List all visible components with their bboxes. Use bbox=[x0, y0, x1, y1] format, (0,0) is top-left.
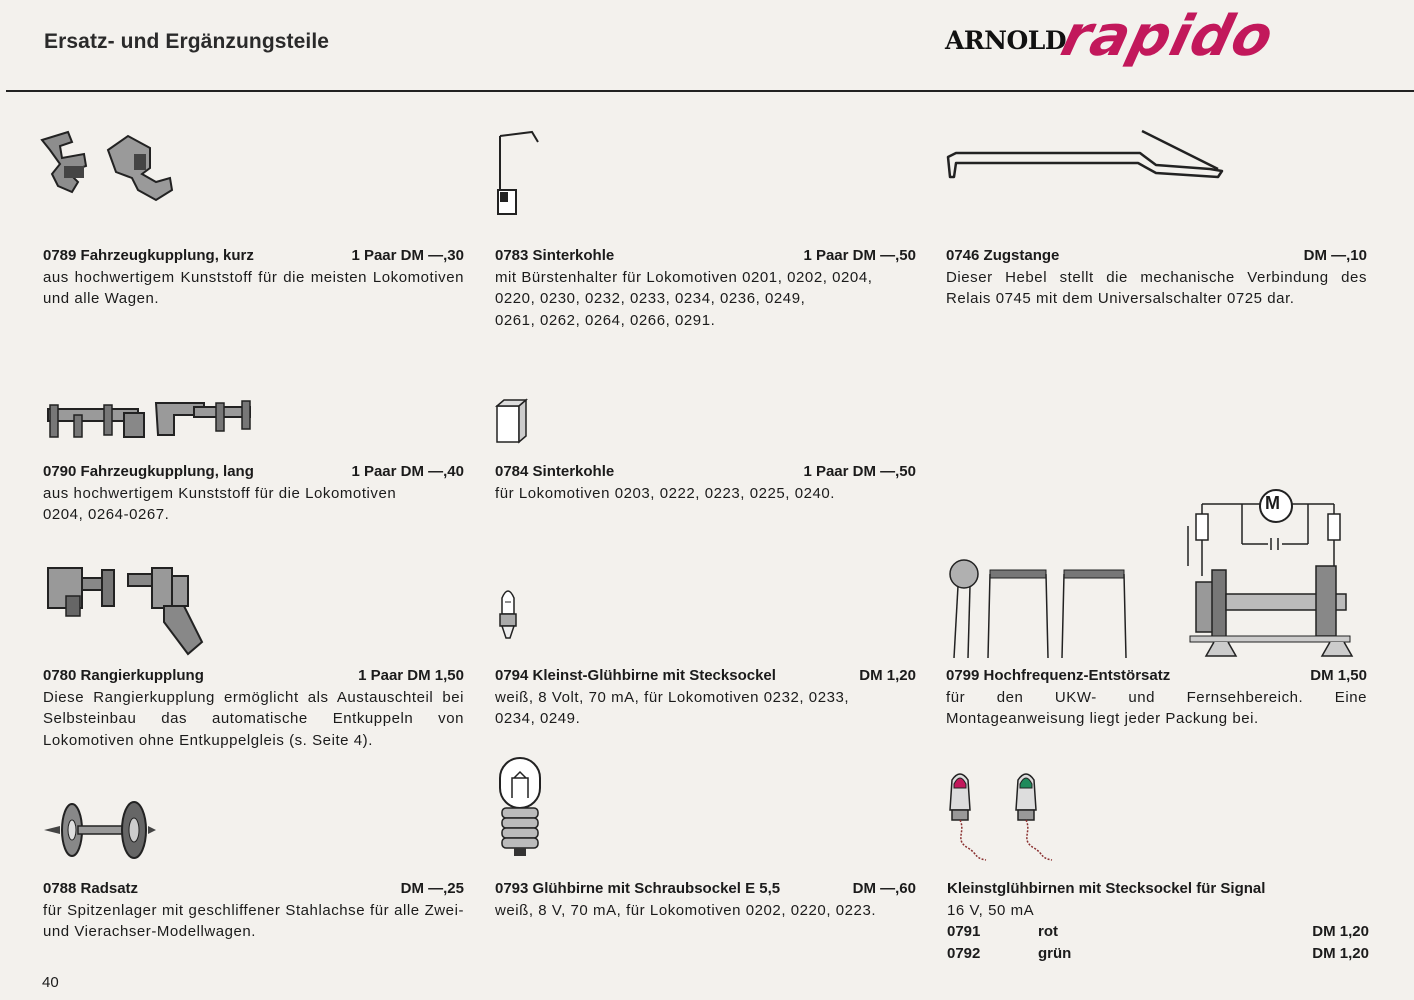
brand-logo-arnold: ARNOLD bbox=[945, 26, 1067, 55]
signal-color: grün bbox=[1038, 944, 1072, 962]
signal-price: DM 1,20 bbox=[1312, 923, 1369, 940]
shunting-coupler-image bbox=[44, 560, 209, 660]
carbon-brush-holder-image bbox=[492, 128, 542, 220]
item-title: 0788 Radsatz bbox=[43, 880, 139, 897]
item-0793 bbox=[495, 878, 916, 921]
item-title: 0794 Kleinst-Glühbirne mit Stecksockel bbox=[495, 667, 776, 684]
item-0790 bbox=[43, 461, 464, 526]
motor-symbol-label: M bbox=[1265, 493, 1280, 513]
item-title: 0793 Glühbirne mit Schraubsockel E 5,5 bbox=[495, 880, 781, 897]
item-description: Diese Rangierkupplung ermöglicht als Austauschteil bei Selbsteinbau das automatische Entkuppeln von Lokomotiven ohne Entkuppelgleis (s. Seite 4). bbox=[43, 688, 464, 749]
carbon-brush-image bbox=[494, 398, 530, 446]
item-price: 1 Paar DM —,50 bbox=[803, 463, 916, 480]
item-description: für Spitzenlager mit geschliffener Stahlachse für alle Zwei- und Vierachser-Modellwagen. bbox=[43, 901, 464, 940]
item-description-line: 0234, 0249. bbox=[495, 710, 581, 727]
item-0789 bbox=[43, 245, 464, 310]
item-description-line: weiß, 8 Volt, 70 mA, für Lokomotiven 0232, 0233, bbox=[495, 688, 850, 706]
item-description: für Lokomotiven 0203, 0222, 0223, 0225, 0240. bbox=[495, 484, 835, 502]
signal-code: 0791 bbox=[947, 923, 981, 940]
item-price: DM —,10 bbox=[1303, 247, 1367, 264]
item-title: 0789 Fahrzeugkupplung, kurz bbox=[43, 247, 254, 264]
item-spec: 16 V, 50 mA bbox=[947, 901, 1035, 919]
item-0784 bbox=[495, 461, 916, 504]
suppression-kit-image bbox=[946, 486, 1366, 661]
item-description-line: mit Bürstenhalter für Lokomotiven 0201, 0202, 0204, bbox=[495, 268, 873, 286]
pull-rod-image bbox=[942, 125, 1227, 187]
item-description-line: 0204, 0264-0267. bbox=[43, 506, 170, 523]
item-price: 1 Paar DM 1,50 bbox=[358, 667, 464, 684]
signal-row-green bbox=[947, 943, 1369, 965]
header-divider bbox=[6, 90, 1414, 92]
page-number: 40 bbox=[42, 974, 59, 991]
page-title: Ersatz- und Ergänzungsteile bbox=[44, 30, 330, 53]
item-0783 bbox=[495, 245, 916, 331]
signal-code: 0792 bbox=[947, 944, 981, 962]
item-price: 1 Paar DM —,30 bbox=[351, 247, 464, 264]
signal-price: DM 1,20 bbox=[1312, 944, 1369, 962]
item-description-line: 0261, 0262, 0264, 0266, 0291. bbox=[495, 311, 716, 329]
item-description: für den UKW- und Fernsehbereich. Eine Montageanweisung liegt jeder Packung bei. bbox=[946, 688, 1367, 727]
signal-bulbs-image bbox=[944, 770, 1054, 862]
item-title: Kleinstglühbirnen mit Stecksockel für Signal bbox=[947, 880, 1266, 897]
item-price: DM —,60 bbox=[852, 880, 916, 897]
item-title: 0746 Zugstange bbox=[946, 247, 1060, 264]
item-0799 bbox=[946, 665, 1367, 730]
brand-logo-rapido: rapido bbox=[1055, 4, 1281, 69]
item-title: 0783 Sinterkohle bbox=[495, 247, 615, 264]
item-signal-bulbs bbox=[947, 878, 1369, 964]
item-price: DM 1,50 bbox=[1310, 667, 1367, 684]
signal-row-red bbox=[947, 921, 1369, 943]
item-price: 1 Paar DM —,40 bbox=[351, 463, 464, 480]
signal-color: rot bbox=[1038, 923, 1058, 940]
item-description: Dieser Hebel stellt die mechanische Verbindung des Relais 0745 mit dem Universalschalter 0725 dar. bbox=[946, 268, 1367, 307]
item-description-line: aus hochwertigem Kunststoff für die Lokomotiven bbox=[43, 484, 397, 502]
item-0788 bbox=[43, 878, 464, 943]
wheel-set-image bbox=[44, 800, 160, 862]
short-coupler-image bbox=[38, 128, 178, 208]
item-0794 bbox=[495, 665, 916, 730]
screw-bulb-image bbox=[494, 754, 546, 860]
item-0746 bbox=[946, 245, 1367, 310]
item-title: 0790 Fahrzeugkupplung, lang bbox=[43, 463, 254, 480]
item-price: 1 Paar DM —,50 bbox=[803, 247, 916, 264]
long-coupler-image bbox=[44, 395, 256, 445]
item-0780 bbox=[43, 665, 464, 751]
item-title: 0780 Rangierkupplung bbox=[43, 667, 204, 684]
item-price: DM —,25 bbox=[400, 880, 464, 897]
bulb-plug-socket-image bbox=[494, 584, 522, 646]
item-title: 0799 Hochfrequenz-Entstörsatz bbox=[946, 667, 1171, 684]
item-price: DM 1,20 bbox=[859, 667, 916, 684]
item-description: aus hochwertigem Kunststoff für die meisten Lokomotiven und alle Wagen. bbox=[43, 268, 464, 307]
item-description: weiß, 8 V, 70 mA, für Lokomotiven 0202, 0220, 0223. bbox=[495, 901, 877, 919]
item-description-line: 0220, 0230, 0232, 0233, 0234, 0236, 0249, bbox=[495, 290, 806, 307]
item-title: 0784 Sinterkohle bbox=[495, 463, 615, 480]
